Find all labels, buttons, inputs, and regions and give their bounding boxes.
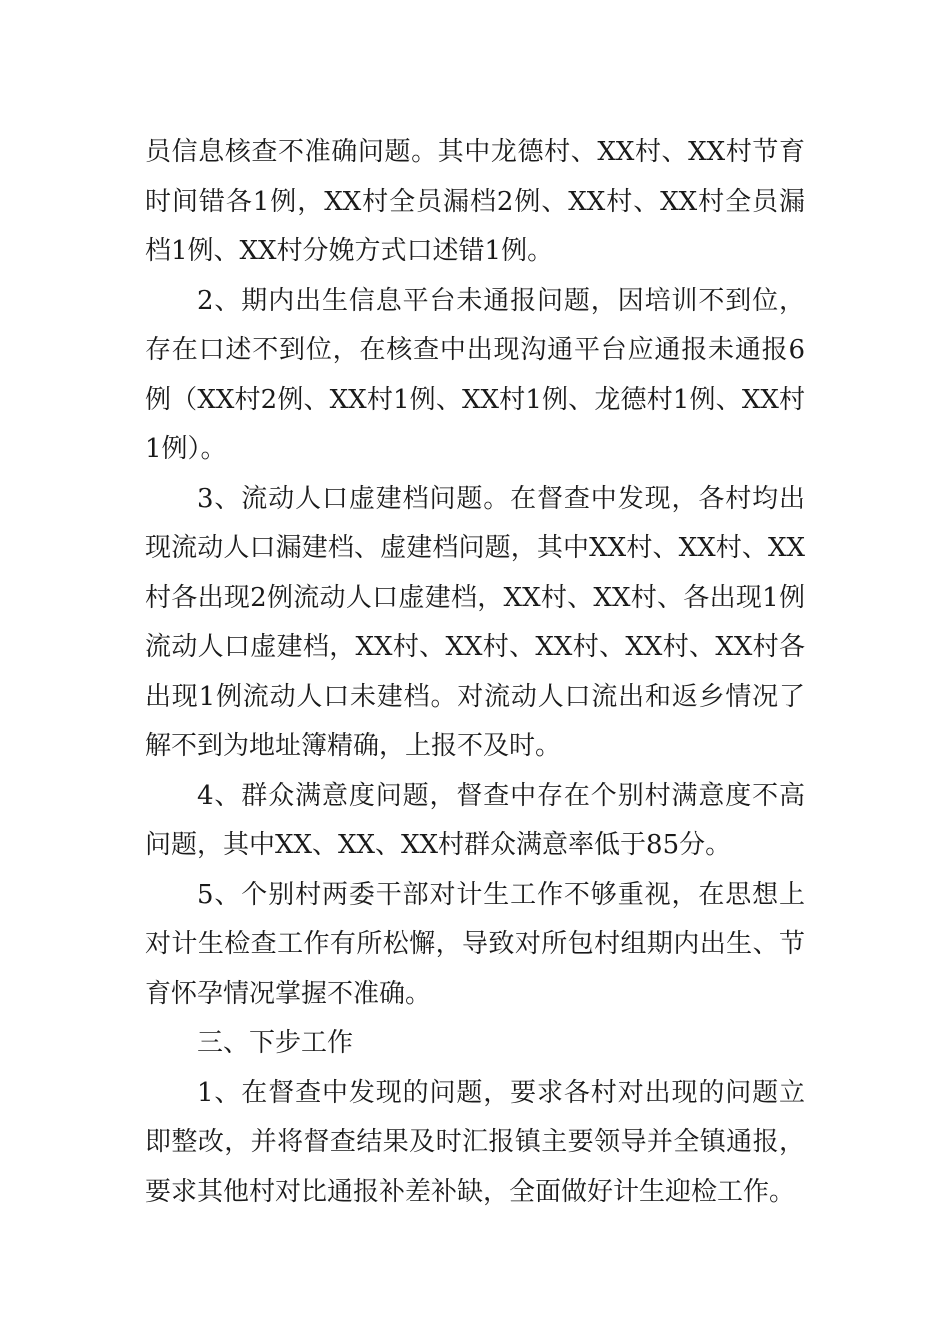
paragraph-continuation: 员信息核查不准确问题。其中龙德村、XX村、XX村节育时间错各1例，XX村全员漏档2例、XX村、XX村全员漏档1例、XX村分娩方式口述错1例。 bbox=[145, 137, 805, 266]
paragraph-next-step-1: 1、在督查中发现的问题，要求各村对出现的问题立即整改，并将督查结果及时汇报镇主要领导并全镇通报，要求其他村对比通报补差补缺，全面做好计生迎检工作。 bbox=[145, 1077, 805, 1207]
section-heading-next-steps: 三、下步工作 bbox=[197, 1028, 354, 1058]
paragraph-item-5: 5、个别村两委干部对计生工作不够重视，在思想上对计生检查工作有所松懈，导致对所包村组期内出生、节育怀孕情况掌握不准确。 bbox=[145, 879, 805, 1009]
document-body bbox=[145, 128, 805, 1217]
paragraph-item-2: 2、期内出生信息平台未通报问题，因培训不到位，存在口述不到位，在核查中出现沟通平台应通报未通报6例（XX村2例、XX村1例、XX村1例、龙德村1例、XX村1例）。 bbox=[145, 285, 805, 464]
paragraph-item-3: 3、流动人口虚建档问题。在督查中发现，各村均出现流动人口漏建档、虚建档问题，其中XX村、XX村、XX村各出现2例流动人口虚建档，XX村、XX村、各出现1例流动人口虚建档，XX村、XX村、XX村、XX村、XX村各出现1例流动人口未建档。对流动人口流出和返乡情况了解不到为地址簿精确，上报不及时。 bbox=[145, 483, 805, 761]
paragraph-item-4: 4、群众满意度问题，督查中存在个别村满意度不高问题，其中XX、XX、XX村群众满意率低于85分。 bbox=[145, 780, 805, 860]
